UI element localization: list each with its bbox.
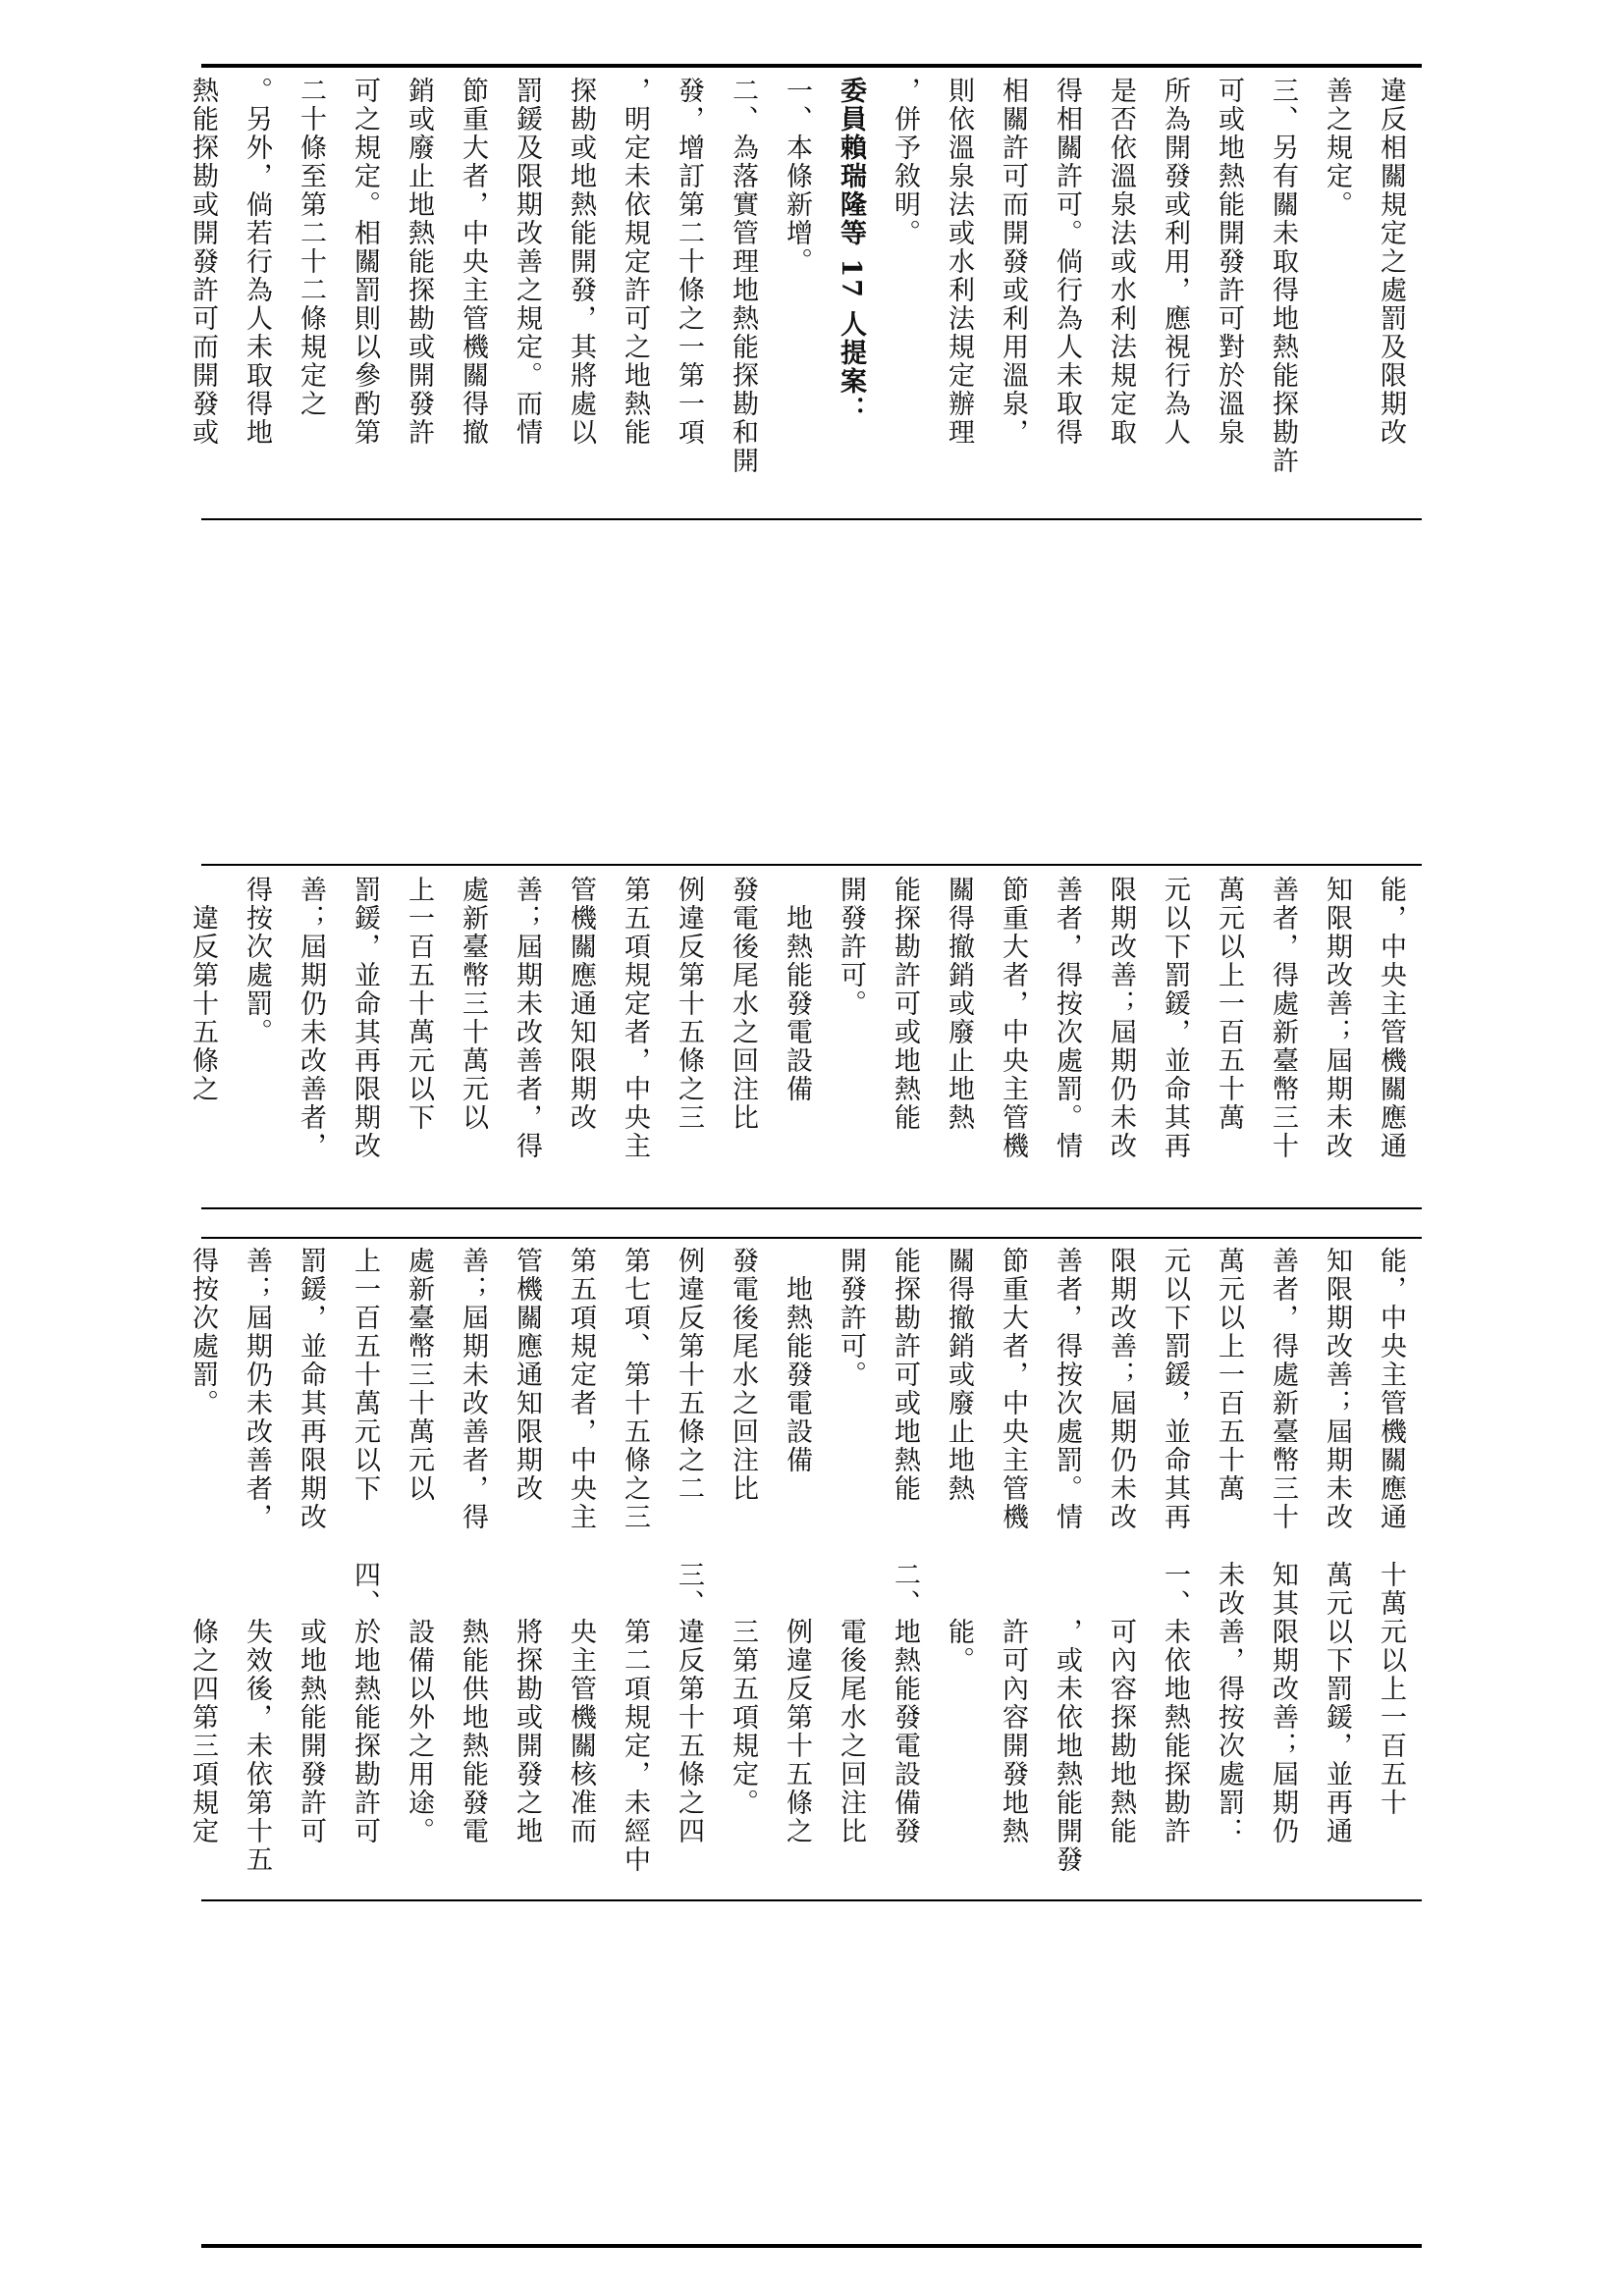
right-block-text <box>176 77 1418 508</box>
top-rule <box>201 64 1422 68</box>
lower-block-top-rule <box>201 1237 1422 1239</box>
text-line: 善者，得按次處罰。情 <box>1052 1247 1082 1531</box>
bottom-rule <box>201 2244 1422 2248</box>
text-line: 得相關許可。倘行為人未取得 <box>1052 77 1082 447</box>
text-line: 三第五項規定。 <box>728 1561 758 1817</box>
text-line: 知其限期改善；屆期仍 <box>1268 1561 1298 1845</box>
text-line: 可之規定。相關罰則以參酌第 <box>350 77 380 447</box>
text-line: 管機關應通知限期改 <box>566 876 596 1132</box>
text-line: 元以下罰鍰，並命其再 <box>1160 876 1190 1160</box>
text-line: 熱能供地熱能發電 <box>458 1561 488 1845</box>
lower-mid-block-text-visible <box>176 1247 1418 1551</box>
lower-mid-block-top-rule <box>201 1207 1422 1209</box>
text-line: 善；屆期仍未改善者， <box>242 1247 272 1531</box>
text-line: 節重大者，中央主管機關得撤 <box>458 77 488 447</box>
text-line: 管機關應通知限期改 <box>512 1247 542 1503</box>
text-line: 一、本條新增。 <box>782 77 812 276</box>
text-line: 例違反第十五條之三 <box>674 876 704 1132</box>
text-line: 許可內容開發地熱 <box>998 1561 1028 1845</box>
text-line: 地熱能發電設備 <box>782 1247 812 1474</box>
text-line: 二十條至第二十二條規定之 <box>296 77 326 418</box>
lower-block-bottom-rule <box>201 1899 1422 1901</box>
text-line: ，併予敘明。 <box>890 77 920 247</box>
text-line: 發電後尾水之回注比 <box>728 876 758 1132</box>
text-line: 得按次處罰。 <box>188 1247 218 1417</box>
text-line: 失效後，未依第十五 <box>242 1561 272 1874</box>
text-line: 發，增訂第二十條之一第一項 <box>674 77 704 447</box>
text-line: 得按次處罰。 <box>242 876 272 1046</box>
text-line: 銷或廢止地熱能探勘或開發許 <box>404 77 434 447</box>
text-line: 善；屆期未改善者，得 <box>512 876 542 1160</box>
middle-block-top-rule <box>201 864 1422 866</box>
text-line: 處新臺幣三十萬元以 <box>404 1247 434 1503</box>
text-line: 萬元以上一百五十萬 <box>1214 876 1244 1132</box>
text-line: 關得撤銷或廢止地熱 <box>944 1247 974 1503</box>
text-line: 一、未依地熱能探勘許 <box>1160 1561 1190 1845</box>
text-line: 限期改善；屆期仍未改 <box>1106 1247 1136 1531</box>
lower-block-text <box>176 1561 1418 1890</box>
text-line: ，明定未依規定許可之地熱能 <box>620 77 650 447</box>
text-line: 罰鍰及限期改善之規定。而情 <box>512 77 542 447</box>
text-line: 善；屆期未改善者，得 <box>458 1247 488 1531</box>
text-line: 能。 <box>944 1561 974 1675</box>
text-line: 善者，得處新臺幣三十 <box>1268 876 1298 1160</box>
text-line: 善之規定。 <box>1322 77 1352 219</box>
text-line: 例違反第十五條之 <box>782 1561 812 1845</box>
text-line: 可或地熱能開發許可對於溫泉 <box>1214 77 1244 447</box>
text-line: 元以下罰鍰，並命其再 <box>1160 1247 1190 1531</box>
text-line: 限期改善；屆期仍未改 <box>1106 876 1136 1160</box>
text-line: 設備以外之用途。 <box>404 1561 434 1845</box>
text-line: 善；屆期仍未改善者， <box>296 876 326 1160</box>
text-line: 央主管機關核准而 <box>566 1561 596 1845</box>
text-line: 將探勘或開發之地 <box>512 1561 542 1845</box>
text-line: 節重大者，中央主管機 <box>998 876 1028 1160</box>
text-line: 能，中央主管機關應通 <box>1376 1247 1406 1531</box>
text-line: 善者，得處新臺幣三十 <box>1268 1247 1298 1531</box>
text-line: 第五項規定者，中央主 <box>620 876 650 1160</box>
text-line: 開發許可。 <box>836 1247 866 1389</box>
text-line: 罰鍰，並命其再限期改 <box>296 1247 326 1531</box>
text-line: 可內容探勘地熱能 <box>1106 1561 1136 1845</box>
text-line: 上一百五十萬元以下 <box>350 1247 380 1503</box>
text-line: 則依溫泉法或水利法規定辦理 <box>944 77 974 447</box>
text-line: 違反相關規定之處罰及限期改 <box>1376 77 1406 447</box>
text-line: 能，中央主管機關應通 <box>1376 876 1406 1160</box>
text-line: 二、地熱能發電設備發 <box>890 1561 920 1845</box>
text-line: 三、違反第十五條之四 <box>674 1561 704 1845</box>
text-line: 處新臺幣三十萬元以 <box>458 876 488 1132</box>
text-line: 能探勘許可或地熱能 <box>890 1247 920 1503</box>
text-line: 發電後尾水之回注比 <box>728 1247 758 1503</box>
middle-block-text <box>176 876 1418 1200</box>
text-line: 善者，得按次處罰。情 <box>1052 876 1082 1160</box>
right-block-bottom-rule <box>201 518 1422 520</box>
proposal-heading: 委員賴瑞隆等 17 人提案： <box>836 77 866 425</box>
text-line: 相關許可而開發或利用溫泉， <box>998 77 1028 447</box>
text-line: 條之四第三項規定 <box>188 1561 218 1845</box>
text-line: 第五項規定者，中央主 <box>566 1247 596 1531</box>
text-line: 或地熱能開發許可 <box>296 1561 326 1845</box>
text-line: 十萬元以上一百五十 <box>1376 1561 1406 1817</box>
text-line: 所為開發或利用，應視行為人 <box>1160 77 1190 447</box>
text-line: 萬元以下罰鍰，並再通 <box>1322 1561 1352 1845</box>
text-line: 熱能探勘或開發許可而開發或 <box>188 77 218 447</box>
text-line: 關得撤銷或廢止地熱 <box>944 876 974 1132</box>
text-line: 上一百五十萬元以下 <box>404 876 434 1132</box>
text-line: 能探勘許可或地熱能 <box>890 876 920 1132</box>
text-line: 開發許可。 <box>836 876 866 1018</box>
text-line: 地熱能發電設備 <box>782 876 812 1103</box>
text-line: 未改善，得按次處罰： <box>1214 1561 1244 1845</box>
text-line: 知限期改善；屆期未改 <box>1322 1247 1352 1531</box>
text-line: 三、另有關未取得地熱能探勘許 <box>1268 77 1298 475</box>
text-line: 違反第十五條之 <box>188 876 218 1103</box>
text-line: 。另外，倘若行為人未取得地 <box>242 77 272 447</box>
text-line: 罰鍰，並命其再限期改 <box>350 876 380 1160</box>
text-line: 節重大者，中央主管機 <box>998 1247 1028 1531</box>
text-line: 探勘或地熱能開發，其將處以 <box>566 77 596 447</box>
text-line: 第二項規定，未經中 <box>620 1561 650 1874</box>
text-line: 例違反第十五條之二 <box>674 1247 704 1503</box>
text-line: 第七項、第十五條之三 <box>620 1247 650 1531</box>
text-line: 是否依溫泉法或水利法規定取 <box>1106 77 1136 447</box>
text-line: 電後尾水之回注比 <box>836 1561 866 1845</box>
text-line: 知限期改善；屆期未改 <box>1322 876 1352 1160</box>
text-line: 萬元以上一百五十萬 <box>1214 1247 1244 1503</box>
text-line: 四、於地熱能探勘許可 <box>350 1561 380 1845</box>
text-line: 二、為落實管理地熱能探勘和開 <box>728 77 758 475</box>
text-line: ，或未依地熱能開發 <box>1052 1561 1082 1874</box>
